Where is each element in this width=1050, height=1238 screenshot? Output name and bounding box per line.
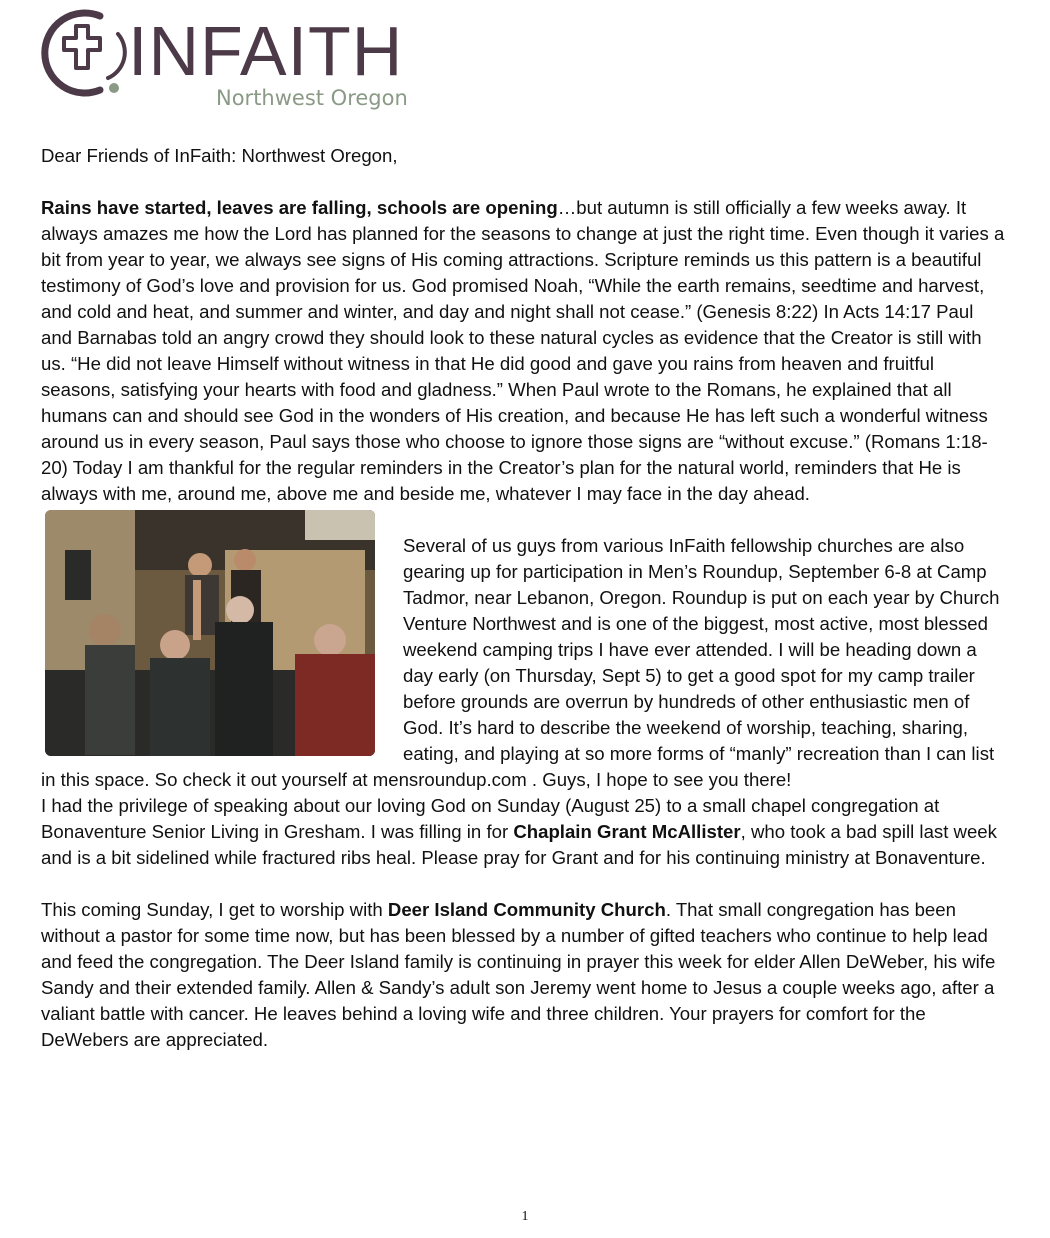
paragraph-bonaventure-a: I had the privilege of speaking about our loving God on Sunday (August 25) to a small chapel congregation at Bonaventure Senior Living in Gresham. I was filling in for: [41, 795, 940, 842]
paragraph-seasons-lead: Rains have started, leaves are falling, schools are opening: [41, 197, 558, 218]
logo-wordmark: INFAITH: [128, 12, 404, 90]
paragraph-deer-island-a: This coming Sunday, I get to worship with: [41, 899, 388, 920]
greeting: Dear Friends of InFaith: Northwest Oregon,: [41, 145, 398, 166]
paragraph-bonaventure-b: , who took a bad spill last week and is a bit sidelined while fractured ribs heal. Please pray for Grant and for his continuing ministry at Bonaventure.: [41, 821, 997, 868]
logo-subtitle: Northwest Oregon: [216, 86, 408, 110]
roundup-concert-photo: [45, 510, 375, 756]
paragraph-seasons-text: …but autumn is still officially a few weeks away. It always amazes me how the Lord has planned for the seasons to change at just the right time. Even though it varies a bit from year to year, we always see signs of His coming attractions. Scripture reminds us this pattern is a beautiful testimony of God’s love and provision for us. God promised Noah, “While the earth remains, seedtime and harvest, and cold and heat, and summer and winter, and day and night shall not cease.” (Genesis 8:22) In Acts 14:17 Paul and Barnabas told an angry crowd they should look to these natural cycles as evidence that the Creator is still with us. “He did not leave Himself without witness in that He did good and gave you rains from heaven and fruitful seasons, satisfying your hearts with food and gladness.” When Paul wrote to the Romans, he explained that all humans can and should see God in the wonders of His creation, and because He has left such a wonderful witness around us in every season, Paul says those who choose to ignore those signs are “without excuse.” (Romans 1:18-20) Today I am thankful for the regular reminders in the Creator’s plan for the natural world, reminders that He is always with me, around me, above me and beside me, whatever I may face in the day ahead.: [41, 197, 1005, 504]
paragraph-seasons: [41, 195, 1009, 507]
church-name: Deer Island Community Church: [387, 899, 666, 920]
letter-body: [41, 143, 1009, 1053]
page-number: 1: [521, 1209, 529, 1224]
paragraph-deer-island-b: . That small congregation has been without a pastor for some time now, but has been blessed by a number of gifted teachers who continue to help lead and feed the congregation. The Deer Island family is continuing in prayer this week for elder Allen DeWeber, his wife Sandy and their extended family. Allen & Sandy’s adult son Jeremy went home to Jesus a couple weeks ago, after a valiant battle with cancer. He leaves behind a loving wife and three children. Your prayers for comfort for the DeWebers are appreciated.: [41, 899, 996, 1050]
cross-circle-icon: [38, 4, 128, 104]
chaplain-name: Chaplain Grant McAllister: [513, 821, 741, 842]
paragraph-bonaventure: [41, 793, 1009, 871]
paragraph-deer-island: [41, 897, 1009, 1053]
paragraph-roundup: Several of us guys from various InFaith fellowship churches are also gearing up for participation in Men’s Roundup, September 6-8 at Camp Tadmor, near Lebanon, Oregon. Roundup is put on each year by Church Venture Northwest and is one of the biggest, most active, most blessed weekend camping trips I have ever attended. I will be heading down a day early (on Thursday, Sept 5) to get a good spot for my camp trailer before grounds are overrun by hundreds of other enthusiastic men of God. It’s hard to describe the weekend of worship, teaching, sharing, eating, and playing at so more forms of “manly” recreation than I can list in this space. So check it out yourself at mensroundup.com . Guys, I hope to see you there!: [41, 535, 1000, 790]
infaith-logo: [38, 4, 438, 119]
